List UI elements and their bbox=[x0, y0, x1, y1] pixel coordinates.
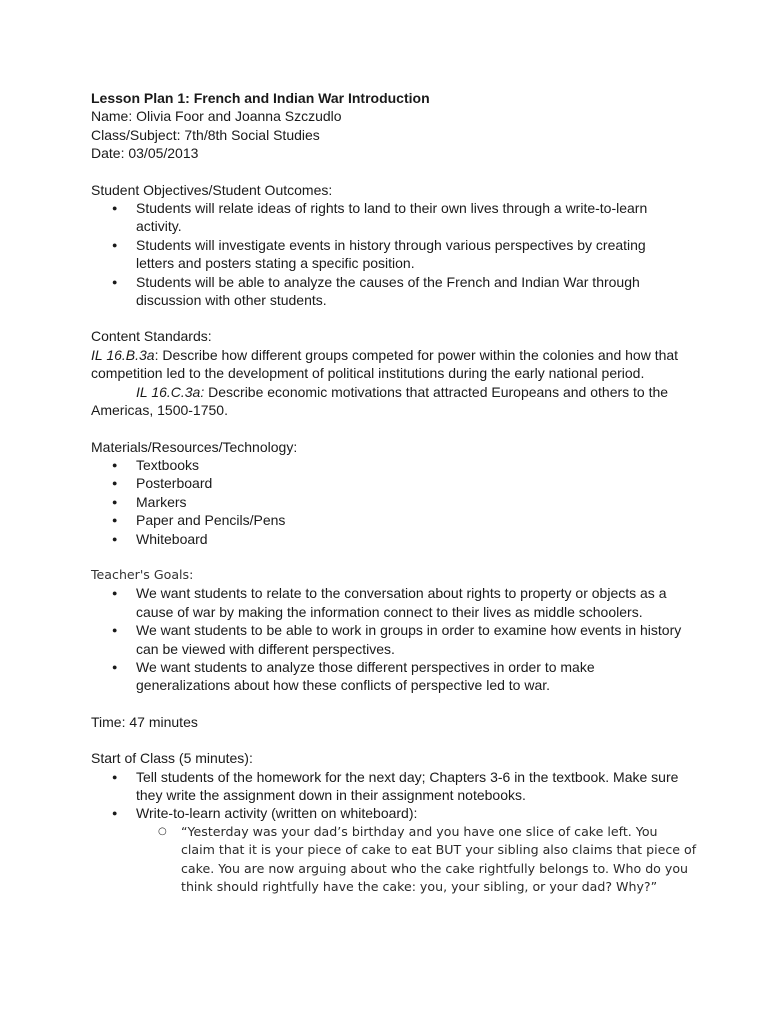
list-item bbox=[91, 236, 691, 273]
list-item bbox=[91, 768, 691, 805]
objectives-list bbox=[91, 199, 691, 309]
list-item-line: can be viewed with different perspectives. bbox=[136, 640, 395, 657]
goals-heading: Teacher's Goals: bbox=[91, 566, 194, 582]
lesson-date: Date: 03/05/2013 bbox=[91, 145, 199, 162]
list-item-line: discussion with other students. bbox=[136, 292, 327, 309]
document-title: Lesson Plan 1: French and Indian War Introduction bbox=[91, 90, 430, 106]
list-item-line: activity. bbox=[136, 218, 182, 235]
list-item bbox=[91, 199, 691, 236]
list-item-line: letters and posters stating a specific position. bbox=[136, 255, 415, 272]
write-to-learn-prompt bbox=[91, 823, 697, 897]
list-item-line: ● Students will investigate events in history through various perspectives by creating bbox=[136, 236, 646, 253]
list-item bbox=[91, 511, 691, 529]
list-item bbox=[91, 474, 691, 492]
list-item-line: generalizations about how these conflicts of perspective led to war. bbox=[136, 677, 551, 694]
list-item-line: ● Students will relate ideas of rights to land to their own lives through a write-to-learn bbox=[136, 200, 648, 217]
list-item bbox=[91, 530, 691, 548]
list-item-line: ● Posterboard bbox=[136, 475, 213, 492]
list-item bbox=[91, 273, 691, 310]
list-item-line: ● We want students to be able to work in groups in order to examine how events in history bbox=[136, 622, 682, 639]
standard-2-text: Describe economic motivations that attracted Europeans and others to the bbox=[204, 383, 669, 400]
list-item-line: ● Tell students of the homework for the next day; Chapters 3-6 in the textbook. Make sure bbox=[136, 768, 679, 785]
list-item-line: they write the assignment down in their assignment notebooks. bbox=[136, 787, 526, 803]
lesson-time: Time: 47 minutes bbox=[91, 713, 198, 730]
standard-2-continued: Americas, 1500-1750. bbox=[91, 402, 228, 419]
materials-list bbox=[91, 456, 691, 548]
prompt-line: claim that it is your piece of cake to eat BUT your sibling also claims that piece of bbox=[181, 842, 697, 858]
list-item-line: ● Textbooks bbox=[136, 456, 200, 473]
list-item bbox=[91, 621, 691, 658]
list-item bbox=[91, 493, 691, 511]
start-of-class-list bbox=[91, 768, 691, 823]
prompt-line: ○ “Yesterday was your dad’s birthday and you have one slice of cake left. You bbox=[181, 823, 658, 839]
write-to-learn-sublist bbox=[91, 823, 697, 897]
standard-2 bbox=[91, 383, 691, 401]
standard-2-code: IL 16.C.3a: bbox=[136, 383, 205, 400]
standards-heading: Content Standards: bbox=[91, 328, 212, 345]
list-item-line: ● Write-to-learn activity (written on whiteboard): bbox=[136, 805, 418, 822]
list-item-line: ● We want students to analyze those different perspectives in order to make bbox=[136, 658, 595, 675]
start-of-class-heading: Start of Class (5 minutes): bbox=[91, 750, 253, 767]
prompt-line: cake. You are now arguing about who the cake rightfully belongs to. Who do you bbox=[181, 860, 689, 876]
list-item-line: ● Whiteboard bbox=[136, 530, 208, 547]
prompt-line: think should rightfully have the cake: you, your sibling, or your dad? Why?” bbox=[181, 879, 658, 895]
standard-1-text: : Describe how different groups competed for power within the colonies and how that bbox=[154, 346, 679, 363]
list-item bbox=[91, 804, 691, 822]
lesson-plan-document bbox=[91, 89, 697, 896]
list-item-line: ● Markers bbox=[136, 493, 187, 510]
author-names: Name: Olivia Foor and Joanna Szczudlo bbox=[91, 108, 342, 125]
list-item bbox=[91, 456, 691, 474]
list-item bbox=[91, 658, 691, 695]
list-item-line: cause of war by making the information connect to their lives as middle schoolers. bbox=[136, 603, 643, 620]
goals-list bbox=[91, 584, 691, 694]
objectives-heading: Student Objectives/Student Outcomes: bbox=[91, 181, 333, 198]
list-item bbox=[91, 584, 691, 621]
list-item-line: ● Paper and Pencils/Pens bbox=[136, 512, 286, 529]
list-item-line: ● We want students to relate to the conversation about rights to property or objects as a bbox=[136, 585, 667, 602]
standard-1-continued: competition led to the development of political institutions during the early national period. bbox=[91, 365, 645, 382]
list-item-line: ● Students will be able to analyze the causes of the French and Indian War through bbox=[136, 273, 640, 290]
standard-1 bbox=[91, 346, 691, 364]
class-subject: Class/Subject: 7th/8th Social Studies bbox=[91, 126, 320, 143]
materials-heading: Materials/Resources/Technology: bbox=[91, 438, 298, 455]
standard-1-code: IL 16.B.3a bbox=[91, 346, 155, 363]
